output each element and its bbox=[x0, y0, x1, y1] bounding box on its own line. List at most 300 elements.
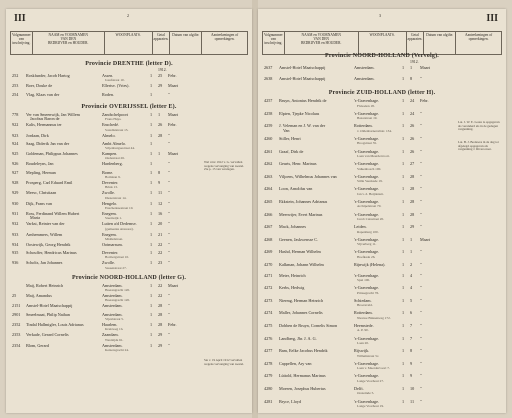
residence: 's-Gravenhage. bbox=[354, 374, 380, 379]
issue-day: 1 bbox=[158, 152, 161, 157]
issue-day: 29 bbox=[158, 84, 163, 89]
street-address: Archipelstraat 70. bbox=[357, 204, 382, 209]
issue-day: 29 bbox=[158, 333, 163, 338]
device-count: 1 bbox=[402, 336, 405, 341]
holder-name: Graaf, Dirk de bbox=[279, 149, 304, 154]
holder-name: Amstel-Hotel Maatschappij bbox=[26, 304, 73, 309]
issue-day: 27 bbox=[410, 162, 415, 167]
issue-day: 29 bbox=[158, 343, 163, 348]
street-address: Oudestraat 26. bbox=[105, 156, 125, 161]
street-address: v. Oldenbarneveltstr. 134. bbox=[357, 128, 392, 133]
entry-number: 2637 bbox=[264, 66, 273, 70]
table-row bbox=[6, 191, 252, 201]
issue-day: 21 bbox=[158, 232, 163, 237]
holder-name: Elpten, Tjepke Nicolaas bbox=[279, 111, 320, 116]
issue-month: " bbox=[168, 170, 170, 175]
device-count: 1 bbox=[402, 273, 405, 278]
entry-number: 4261 bbox=[264, 149, 273, 154]
table-row bbox=[258, 66, 506, 77]
issue-month: " bbox=[168, 181, 170, 185]
holder-name: Dobben de Bruyn, Cornelis Simon bbox=[279, 324, 338, 328]
residence: Deventer. bbox=[102, 181, 119, 185]
street-address: Heerengracht 120. bbox=[105, 288, 131, 293]
entry-number: 254 bbox=[12, 92, 19, 97]
street-address: Nieuwe Binnenweg 172. bbox=[357, 315, 391, 320]
table-row bbox=[6, 84, 252, 92]
col-header-name-line3: BEDRIJVER en HOUDER. bbox=[300, 41, 342, 46]
page-number: 2 bbox=[127, 13, 129, 18]
holder-name: Arnhemmers, Willem bbox=[26, 232, 63, 237]
holder-name: Kalkman, Johann Wilhelm bbox=[279, 263, 324, 267]
entry-number: 4265 bbox=[264, 200, 273, 204]
residence: 's-Gravenhage. bbox=[354, 99, 380, 104]
issue-month: " bbox=[168, 304, 170, 309]
street-address: Broersveld. bbox=[357, 303, 373, 308]
holder-name: Maij, Robert Heinrich bbox=[26, 283, 64, 288]
issue-day: 28 bbox=[158, 322, 163, 327]
issue-day: 22 bbox=[158, 294, 163, 298]
entry-number: 922 bbox=[12, 123, 19, 128]
residence: Haarlem. bbox=[102, 322, 118, 327]
entry-number: 923 bbox=[12, 133, 19, 138]
holder-name: Bryce, Lloyd bbox=[279, 399, 302, 404]
residence: Rotterdam. bbox=[354, 311, 373, 316]
entry-number: 4258 bbox=[264, 111, 273, 116]
issue-month: Febr. bbox=[168, 322, 177, 327]
holder-name: Mepling, Herman bbox=[26, 170, 56, 175]
issue-month: " bbox=[168, 162, 170, 167]
holder-name: Moeren, Josephus Hubertus bbox=[279, 387, 326, 391]
table-row bbox=[6, 142, 252, 152]
issue-month: Febr. bbox=[168, 123, 177, 128]
holder-name: Meesc, Christiaan bbox=[26, 191, 57, 196]
residence: 's-Gravenhage. bbox=[354, 137, 380, 141]
residence: Rijswijk. bbox=[354, 349, 370, 354]
residence: Enegem. bbox=[102, 232, 117, 237]
street-address: Steenwijk 1. bbox=[105, 216, 122, 221]
holder-name: Lüttold, Hermanus Marinus bbox=[279, 374, 326, 379]
street-address: Vijzelstraat 5. bbox=[105, 316, 124, 321]
entry-number: 2151 bbox=[12, 304, 21, 309]
issue-month: " bbox=[420, 76, 422, 81]
device-count: 1 bbox=[150, 123, 153, 128]
issue-day: 2 bbox=[410, 263, 413, 267]
section-title: Provincie NOORD-HOLLAND (letter G). bbox=[71, 274, 187, 281]
holder-name: Varkst, Reinier van der bbox=[26, 222, 65, 227]
street-address: Diezerstraat 14. bbox=[105, 195, 127, 200]
table-row bbox=[258, 175, 506, 188]
holder-name: Maij, Amandus bbox=[26, 294, 52, 298]
entry-number: 4281 bbox=[264, 399, 273, 404]
issue-month: " bbox=[168, 251, 170, 256]
entry-number: 926 bbox=[12, 162, 19, 167]
entry-number: 2352 bbox=[12, 322, 21, 327]
issue-month: " bbox=[168, 312, 170, 317]
residence: Heemstede. bbox=[354, 324, 374, 328]
column-headers bbox=[262, 31, 502, 55]
issue-month: " bbox=[168, 133, 170, 138]
issue-day: 8 bbox=[158, 170, 161, 175]
entry-number: 930 bbox=[12, 201, 19, 206]
residence: Lutten a/d Dedemsv. bbox=[102, 222, 137, 227]
holder-name: Landberg, Jhr. J. A. G. bbox=[279, 336, 317, 341]
residence: Enegem. bbox=[102, 211, 117, 216]
issue-day: 26 bbox=[410, 149, 415, 154]
entry-number: 4263 bbox=[264, 174, 273, 179]
col-header-count: Getal apparaten. bbox=[406, 32, 424, 55]
table-row bbox=[6, 333, 252, 343]
device-count: 1 bbox=[150, 211, 153, 216]
table-row bbox=[6, 243, 252, 251]
page-label: III bbox=[14, 13, 26, 24]
device-count: 1 bbox=[402, 225, 405, 230]
entry-number: 4266 bbox=[264, 212, 273, 217]
col-header-count: Getal apparaten. bbox=[152, 32, 170, 55]
page-number: 3 bbox=[379, 13, 381, 18]
issue-day: 26 bbox=[410, 137, 415, 141]
street-address: Lange Voorhout 19. bbox=[357, 403, 384, 408]
issue-month: " bbox=[420, 374, 422, 379]
issue-day: 11 bbox=[410, 399, 415, 404]
device-count: 1 bbox=[150, 312, 153, 317]
issue-day: 24 bbox=[410, 111, 415, 116]
holder-name: Roskfunder, Jacob Hartog bbox=[26, 74, 70, 78]
issue-month: " bbox=[420, 162, 422, 167]
table-row bbox=[6, 284, 252, 294]
device-count: 1 bbox=[402, 237, 405, 242]
issue-month: " bbox=[420, 336, 422, 341]
col-header-place: WOONPLAATS. bbox=[358, 32, 406, 55]
entry-number: 2353 bbox=[12, 333, 21, 338]
device-count: 1 bbox=[402, 111, 405, 116]
holder-name: Schouffer, Hendricus Marinus bbox=[26, 251, 77, 256]
holder-name: Vlag, Klaas van der bbox=[26, 92, 60, 97]
issue-day: 26 bbox=[158, 123, 163, 128]
holder-name: Bam, Eelke Jacobus Hendrik bbox=[279, 349, 328, 354]
residence: 's-Gravenhage. bbox=[354, 237, 380, 242]
table-row bbox=[6, 123, 252, 133]
holder-name: Prosperg, Carl Eduard Emil bbox=[26, 181, 73, 185]
device-count: 1 bbox=[150, 294, 153, 298]
table-row bbox=[6, 202, 252, 212]
street-address: Rapenburg 100. bbox=[357, 229, 379, 234]
issue-month: Maart bbox=[420, 66, 430, 70]
residence: Amsterdam. bbox=[102, 304, 123, 309]
col-header-number: Volgnummer van inschrijving. bbox=[11, 32, 33, 55]
issue-month: Maart bbox=[168, 152, 178, 157]
year-label: 1912. bbox=[158, 68, 167, 72]
holder-name: Kalis, Hermannus ter bbox=[26, 123, 62, 128]
issue-month: " bbox=[168, 343, 170, 348]
device-count: 1 bbox=[150, 232, 153, 237]
issue-month: " bbox=[420, 361, 422, 366]
entry-number: 4257 bbox=[264, 99, 273, 104]
entry-number: 936 bbox=[12, 261, 19, 266]
table-row bbox=[6, 212, 252, 222]
holder-name: Smeelmaat, Philip Nathan bbox=[26, 312, 70, 317]
table-row bbox=[6, 93, 252, 101]
holder-name: Blom, Gerard bbox=[26, 343, 50, 348]
holder-name: Saag, Diderik Jan van der bbox=[26, 141, 70, 146]
device-count: 1 bbox=[402, 162, 405, 167]
issue-day: 4 bbox=[410, 273, 413, 278]
issue-day: 1 bbox=[410, 237, 413, 242]
entry-number: 4276 bbox=[264, 336, 273, 341]
device-count: 1 bbox=[402, 263, 405, 267]
device-count: 1 bbox=[150, 152, 153, 157]
col-header-notes: Aanteekeningen of opmerkingen. bbox=[456, 32, 502, 55]
residence: 's-Gravenhage. bbox=[354, 336, 380, 341]
street-address: Middelstraat. bbox=[105, 236, 123, 241]
device-count: 1 bbox=[150, 191, 153, 196]
issue-day: 7 bbox=[410, 324, 413, 328]
col-header-name-line3: BEDRIJVER en HOUDER. bbox=[48, 41, 89, 46]
col-header-date: Datum van afgifte. bbox=[170, 32, 202, 55]
issue-day: 28 bbox=[410, 174, 415, 179]
issue-day: 22 bbox=[158, 283, 163, 288]
issue-month: " bbox=[420, 263, 422, 267]
issue-month: " bbox=[420, 399, 422, 404]
col-header-name-line2: VAN DEN bbox=[313, 37, 330, 42]
device-count: 1 bbox=[402, 187, 405, 192]
device-count: 1 bbox=[150, 141, 153, 146]
issue-day: 28 bbox=[158, 312, 163, 317]
issue-day: 29 bbox=[410, 225, 415, 230]
issue-month: Maart bbox=[168, 112, 178, 117]
residence: Zandschelpoort bbox=[102, 112, 129, 117]
col-header-name-line1: NAAM en VOORNAMEN bbox=[301, 33, 341, 37]
device-count: 1 bbox=[150, 92, 153, 97]
holder-name: Ross, Ferdinand Willem Hubert bbox=[26, 211, 80, 216]
street-address: Bomlaan 9. bbox=[105, 175, 121, 180]
holder-name: Loon, Arnoldus van bbox=[279, 187, 313, 192]
holder-name: Maller, Johannes Cornelis bbox=[279, 311, 323, 316]
entry-number: 934 bbox=[12, 242, 19, 247]
device-count: 1 bbox=[402, 361, 405, 366]
device-count: 1 bbox=[402, 99, 405, 104]
holder-name: Bruyn, Antonius Hendrik de bbox=[279, 99, 327, 104]
issue-month: " bbox=[420, 200, 422, 204]
street-address: Vrijenburgsestraat 44. bbox=[105, 146, 135, 151]
holder-name: Scholts, Jan Johannes bbox=[26, 261, 63, 266]
issue-month: " bbox=[420, 286, 422, 291]
col-header-name-line2: VAN DEN bbox=[60, 37, 77, 42]
issue-day: 1 bbox=[410, 66, 413, 70]
device-count: 1 bbox=[402, 399, 405, 404]
entry-number: 931 bbox=[12, 211, 19, 216]
issue-day: 5 bbox=[410, 298, 413, 303]
col-header-name-line1: NAAM en VOORNAMEN bbox=[48, 33, 88, 37]
issue-month: " bbox=[420, 250, 422, 255]
residence: Zaandam. bbox=[102, 333, 119, 338]
issue-day: 9 bbox=[158, 181, 161, 185]
residence: Rotterdam. bbox=[354, 124, 373, 129]
entry-number: 4275 bbox=[264, 324, 273, 328]
table-row bbox=[6, 323, 252, 333]
entry-number: 4279 bbox=[264, 374, 273, 379]
issue-day: 28 bbox=[158, 133, 163, 138]
table-row bbox=[6, 313, 252, 323]
residence: Assen. bbox=[102, 74, 114, 78]
table-row bbox=[258, 400, 506, 413]
street-address: Laan v. Meerdervoort 7. bbox=[357, 366, 390, 371]
holder-name: Boudeleyns, Jan bbox=[26, 162, 54, 167]
issue-month: Maart bbox=[420, 237, 430, 242]
device-count: 1 bbox=[150, 343, 153, 348]
annotation: Lat. J. W. E. Loure is opgegeven als veranderd als in de gedegen vergunning. bbox=[458, 120, 500, 132]
residence: 's-Gravenhage. bbox=[354, 361, 380, 366]
device-count: 1 bbox=[402, 66, 405, 70]
street-address: Laan van Meerdervoort. bbox=[357, 153, 390, 158]
issue-day: 4 bbox=[410, 286, 413, 291]
street-address: Willemstraat 5c. bbox=[357, 353, 380, 358]
holder-name: Stiller, Henri bbox=[279, 137, 301, 141]
entry-number: 4271 bbox=[264, 273, 273, 278]
section-title: Provincie DRENTHE (letter D). bbox=[85, 61, 173, 67]
device-count: 1 bbox=[402, 311, 405, 316]
entry-number: 928 bbox=[12, 181, 19, 185]
issue-month: Febr. bbox=[420, 99, 429, 104]
residence: Amsterdam. bbox=[102, 294, 123, 298]
device-count: 1 bbox=[402, 200, 405, 204]
issue-day: 25 bbox=[158, 74, 163, 78]
entry-number: 4270 bbox=[264, 263, 273, 267]
issue-day: 8 bbox=[410, 349, 413, 354]
holder-name: J. Veleman en J. W. van der bbox=[279, 124, 326, 129]
issue-month: Maart bbox=[168, 283, 178, 288]
issue-month: " bbox=[168, 333, 170, 338]
residence: Amsterdam. bbox=[102, 343, 123, 348]
entry-number: 252 bbox=[12, 74, 19, 78]
issue-month: " bbox=[168, 222, 170, 227]
issue-day: 16 bbox=[158, 211, 163, 216]
residence: 's-Gravenhage. bbox=[354, 149, 380, 154]
residence: Amsterdam. bbox=[354, 66, 375, 70]
entry-number: 925 bbox=[12, 152, 19, 157]
residence: 's-Gravenhage. bbox=[354, 250, 380, 255]
table-row bbox=[258, 225, 506, 238]
table-row bbox=[258, 349, 506, 362]
device-count: 1 bbox=[150, 181, 153, 185]
col-header-notes: Aanteekeningen of opmerkingen. bbox=[202, 32, 248, 55]
residence: Almelo. bbox=[102, 133, 116, 138]
residence: 's-Gravenhage. bbox=[354, 399, 380, 404]
table-row bbox=[6, 222, 252, 232]
issue-day: 11 bbox=[158, 191, 163, 196]
issue-month: " bbox=[168, 92, 170, 97]
issue-month: " bbox=[168, 191, 170, 196]
device-count: 1 bbox=[150, 74, 153, 78]
residence: Ootmarsum. bbox=[102, 242, 123, 247]
street-address: Frans Huys. bbox=[105, 117, 122, 122]
holder-name: Niermg, Herman Heinrich bbox=[279, 298, 324, 303]
device-count: 1 bbox=[402, 349, 405, 354]
holder-name: Goldeman, Philippus Johannes bbox=[26, 152, 78, 157]
table-row bbox=[258, 99, 506, 112]
table-row bbox=[6, 171, 252, 181]
device-count: 1 bbox=[402, 387, 405, 391]
table-row bbox=[258, 250, 506, 263]
table-row bbox=[6, 181, 252, 191]
street-address: Hoefkade 26. bbox=[357, 254, 376, 259]
residence: Amsterdam. bbox=[354, 76, 375, 81]
device-count: 1 bbox=[402, 324, 405, 328]
entry-number: 932 bbox=[12, 222, 19, 227]
issue-month: " bbox=[420, 225, 422, 230]
entry-number: 929 bbox=[12, 191, 19, 196]
entry-number: 4268 bbox=[264, 237, 273, 242]
street-address: Laan 20. bbox=[357, 340, 369, 345]
residence: 's-Gravenhage. bbox=[354, 200, 380, 204]
holder-name: Ver van Smeenwijk, Jan Willem bbox=[26, 112, 80, 117]
entry-number: 4260 bbox=[264, 137, 273, 141]
issue-month: " bbox=[420, 187, 422, 192]
table-row bbox=[258, 286, 506, 299]
holder-name-continued: Maria bbox=[30, 216, 40, 221]
section-title: Provincie NOORD-HOLLAND (Vervolg). bbox=[325, 53, 439, 59]
residence: Borne. bbox=[102, 170, 114, 175]
entry-number: 778 bbox=[12, 112, 19, 117]
issue-month: " bbox=[420, 273, 422, 278]
holder-name: Amstel-Hotel Maatschappij bbox=[279, 66, 326, 70]
page-label: III bbox=[486, 13, 498, 24]
device-count: 1 bbox=[150, 112, 153, 117]
holder-name-continued: Van bbox=[283, 128, 290, 133]
device-count: 1 bbox=[402, 76, 405, 81]
entry-number: 2354 bbox=[12, 343, 21, 348]
holder-name: Jordaan, Dirk bbox=[26, 133, 49, 138]
holder-name: Mack, Johannes bbox=[279, 225, 306, 230]
issue-day: 7 bbox=[410, 336, 413, 341]
issue-month: " bbox=[168, 201, 170, 206]
device-count: 1 bbox=[150, 251, 153, 256]
street-address: Keizersgracht 24. bbox=[105, 347, 129, 352]
holder-name: Ekkstein, Johannes Adrianus bbox=[279, 200, 328, 204]
entry-number: 2638 bbox=[264, 76, 273, 81]
issue-day: 20 bbox=[158, 222, 163, 227]
holder-name: Hashd, Herman Wilhelm bbox=[279, 250, 321, 255]
annotation: Lat. B. J. Bodewes in de dag tot afgelegd opgegeven als vergunning J. Rivera naar. bbox=[458, 140, 499, 152]
residence: Ellertsv. (Vries). bbox=[102, 84, 130, 89]
table-row bbox=[6, 113, 252, 123]
table-row bbox=[6, 261, 252, 271]
device-count: 1 bbox=[150, 201, 153, 206]
entry-number: 4269 bbox=[264, 250, 273, 255]
residence: 's-Gravenhage. bbox=[354, 162, 380, 167]
device-count: 1 bbox=[402, 286, 405, 291]
residence: Hardenberg. bbox=[102, 162, 123, 167]
residence: Amsterdam. bbox=[102, 312, 123, 317]
issue-month: " bbox=[420, 124, 422, 129]
device-count: 1 bbox=[402, 298, 405, 303]
holder-name: Kerbs, Hedwig bbox=[279, 286, 305, 291]
section-title: Provincie OVERIJSSEL (letter E). bbox=[81, 103, 177, 110]
device-count: 1 bbox=[150, 84, 153, 89]
table-row bbox=[6, 74, 252, 84]
residence: Schiedam. bbox=[354, 298, 372, 303]
device-count: 1 bbox=[150, 170, 153, 175]
device-count: 1 bbox=[402, 124, 405, 129]
entry-number: 4259 bbox=[264, 124, 273, 129]
table-row bbox=[6, 344, 252, 354]
device-count: 1 bbox=[150, 162, 153, 167]
col-header-place: WOONPLAATS. bbox=[104, 32, 152, 55]
device-count: 1 bbox=[402, 149, 405, 154]
street-address: Heerengracht 120. bbox=[105, 298, 131, 303]
entry-number: 4277 bbox=[264, 349, 273, 354]
issue-day: 26 bbox=[410, 124, 415, 129]
street-address: Sotadiststraat 13. bbox=[105, 127, 129, 132]
